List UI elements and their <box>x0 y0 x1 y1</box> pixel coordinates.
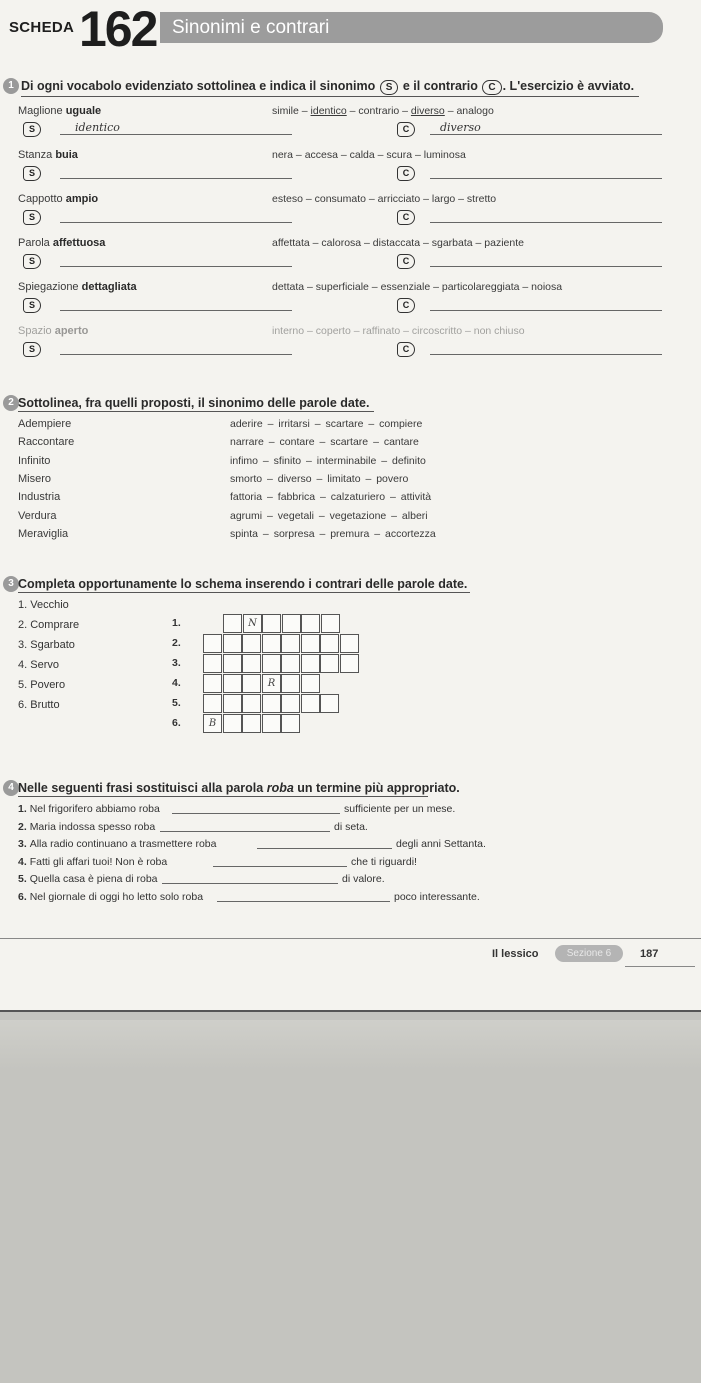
synonym-answer-line[interactable] <box>60 266 292 267</box>
synonym-options[interactable]: narrare – contare – scartare – cantare <box>230 436 419 448</box>
crossword-cell[interactable] <box>281 714 300 733</box>
synonym-answer-line[interactable] <box>60 310 292 311</box>
option-text: esteso – consumato – arricciato – largo – stretto <box>272 193 497 205</box>
sentence <box>18 891 203 903</box>
ex1-instr-part-c: . L'esercizio è avviato. <box>502 79 635 93</box>
exercise-4-number: 4 <box>3 780 19 796</box>
synonym-options[interactable]: agrumi – vegetali – vegetazione – alberi <box>230 510 428 522</box>
vocab-word <box>18 105 101 117</box>
crossword-cell[interactable]: R <box>262 674 281 693</box>
ex4-instr-part-a: Nelle seguenti frasi sostituisci alla parola <box>18 781 267 795</box>
sentence-answer-blank[interactable] <box>172 813 340 814</box>
crossword-cell[interactable] <box>281 634 300 653</box>
synonym-word: Verdura <box>18 510 57 522</box>
sentence-before: Nel frigorifero abbiamo roba <box>29 803 160 815</box>
sentence-before: Fatti gli affari tuoi! Non è roba <box>29 856 168 868</box>
synonym-answer-line[interactable] <box>60 222 292 223</box>
sentence-before: Alla radio continuano a trasmettere roba <box>29 838 217 850</box>
vocab-word <box>18 281 137 293</box>
antonym-badge: C <box>397 254 415 269</box>
clue-number: 3. <box>18 639 31 651</box>
sentence-before: Nel giornale di oggi ho letto solo roba <box>29 891 204 903</box>
page-edge <box>0 1010 701 1012</box>
antonym-badge: C <box>397 122 415 137</box>
antonym-badge: C <box>397 166 415 181</box>
exercise-1-instructions <box>21 79 634 95</box>
sentence-number: 1. <box>18 803 30 815</box>
crossword-cell[interactable] <box>262 654 281 673</box>
option-text: dettata – superficiale – essenziale – particolareggiata – noiosa <box>272 281 563 293</box>
footer-divider <box>0 938 701 939</box>
crossword-cell[interactable] <box>262 694 281 713</box>
clue-number: 4. <box>18 659 31 671</box>
exercise-3-number: 3 <box>3 576 19 592</box>
sentence-after: sufficiente per un mese. <box>344 803 456 815</box>
synonym-badge: S <box>23 122 41 137</box>
option-text: – contrario – <box>346 105 411 117</box>
synonym-word: Infinito <box>18 455 51 467</box>
antonym-answer-line[interactable] <box>430 178 662 179</box>
crossword-cell[interactable] <box>282 614 301 633</box>
crossword-cell[interactable] <box>262 634 281 653</box>
exercise-1-rule <box>21 96 639 97</box>
crossword-cell[interactable] <box>301 654 320 673</box>
synonym-word: Adempiere <box>18 418 72 430</box>
sentence-number: 6. <box>18 891 30 903</box>
synonym-badge: S <box>23 298 41 313</box>
clue-word: Povero <box>30 679 66 691</box>
synonym-badge: S <box>23 210 41 225</box>
crossword-clue <box>18 659 59 671</box>
sentence-after: che ti riguardi! <box>351 856 417 868</box>
vocab-options <box>272 281 562 293</box>
synonym-word: Meraviglia <box>18 528 69 540</box>
option-text: identico <box>310 105 347 117</box>
vocab-options <box>272 193 496 205</box>
crossword-cell[interactable] <box>301 634 320 653</box>
exercise-4-instructions <box>18 781 460 795</box>
vocab-options <box>272 325 525 337</box>
crossword-cell[interactable] <box>223 674 242 693</box>
antonym-badge: C <box>397 210 415 225</box>
synonym-answer-line[interactable] <box>60 134 292 135</box>
vocab-options <box>272 105 494 117</box>
exercise-4-rule <box>18 796 428 797</box>
ex1-instr-part-b: e il contrario <box>402 79 478 93</box>
ex4-instr-part-b: un termine più appropriato. <box>293 781 460 795</box>
crossword-cell[interactable] <box>281 694 300 713</box>
vocab-word-plain: Spiegazione <box>18 281 82 293</box>
option-text: diverso <box>410 105 445 117</box>
vocab-word <box>18 237 105 249</box>
crossword-cell[interactable]: N <box>243 614 262 633</box>
synonym-word: Misero <box>18 473 52 485</box>
crossword-cell[interactable] <box>320 654 339 673</box>
crossword-cell[interactable] <box>340 654 359 673</box>
antonym-badge: C <box>397 298 415 313</box>
antonym-badge: C <box>482 80 501 95</box>
sentence-answer-blank[interactable] <box>160 831 330 832</box>
crossword-cell[interactable]: B <box>203 714 222 733</box>
crossword-cell[interactable] <box>223 694 242 713</box>
footer-rule <box>625 966 695 967</box>
crossword-cell[interactable] <box>242 714 261 733</box>
crossword-cell[interactable] <box>262 614 281 633</box>
crossword-cell[interactable] <box>203 694 222 713</box>
synonym-badge: S <box>23 254 41 269</box>
vocab-word <box>18 325 88 337</box>
crossword-cell[interactable] <box>281 654 300 673</box>
vocab-word-highlighted: dettagliata <box>81 281 137 293</box>
exercise-2-rule <box>18 411 374 412</box>
antonym-answer-line[interactable] <box>430 222 662 223</box>
crossword-cell[interactable] <box>262 714 281 733</box>
vocab-word <box>18 149 78 161</box>
option-text: interno – coperto – raffinato – circoscritto – non chiuso <box>272 325 525 337</box>
clue-number: 5. <box>18 679 31 691</box>
vocab-word-highlighted: affettuosa <box>52 237 106 249</box>
crossword-cell[interactable] <box>320 694 339 713</box>
exercise-1-number: 1 <box>3 78 19 94</box>
sentence <box>18 838 216 850</box>
sentence-after: poco interessante. <box>394 891 480 903</box>
synonym-word: Raccontare <box>18 436 75 448</box>
sentence <box>18 856 167 868</box>
sentence-after: degli anni Settanta. <box>396 838 486 850</box>
vocab-word-highlighted: aperto <box>54 325 89 337</box>
synonym-answer-line[interactable] <box>60 354 292 355</box>
synonym-badge: S <box>23 342 41 357</box>
sentence-after: di seta. <box>334 821 368 833</box>
sentence-number: 4. <box>18 856 30 868</box>
vocab-word-plain: Spazio <box>18 325 55 337</box>
sentence-number: 5. <box>18 873 30 885</box>
vocab-options <box>272 149 466 161</box>
crossword-cell[interactable] <box>242 674 261 693</box>
crossword-cell[interactable] <box>223 714 242 733</box>
synonym-options[interactable]: smorto – diverso – limitato – povero <box>230 473 409 485</box>
synonym-options[interactable]: aderire – irritarsi – scartare – compiere <box>230 418 423 430</box>
antonym-answer[interactable]: diverso <box>440 121 481 134</box>
crossword-cell[interactable] <box>301 674 320 693</box>
sentence-before: Quella casa è piena di roba <box>29 873 158 885</box>
vocab-word <box>18 193 98 205</box>
vocab-word-plain: Cappotto <box>18 193 66 205</box>
crossword-cell[interactable] <box>242 634 261 653</box>
crossword-clue <box>18 699 60 711</box>
grid-row-number: 5. <box>172 697 181 709</box>
crossword-cell[interactable] <box>223 654 242 673</box>
sentence-number: 2. <box>18 821 30 833</box>
synonym-word: Industria <box>18 491 61 503</box>
synonym-options[interactable]: infimo – sfinito – interminabile – definito <box>230 455 426 467</box>
sentence-before: Maria indossa spesso roba <box>29 821 156 833</box>
clue-number: 2. <box>18 619 31 631</box>
crossword-cell[interactable] <box>320 634 339 653</box>
scheda-number: 162 <box>79 1 157 57</box>
vocab-word-highlighted: uguale <box>65 105 102 117</box>
sentence-number: 3. <box>18 838 30 850</box>
exercise-3-rule <box>18 592 470 593</box>
page-number: 187 <box>640 948 659 960</box>
vocab-word-highlighted: buia <box>55 149 78 161</box>
sentence <box>18 873 158 885</box>
antonym-answer-line[interactable] <box>430 354 662 355</box>
grid-row-number: 1. <box>172 617 181 629</box>
crossword-cell[interactable] <box>203 654 222 673</box>
background-shade <box>0 1020 701 1070</box>
exercise-2-number: 2 <box>3 395 19 411</box>
option-text: nera – accesa – calda – scura – luminosa <box>272 149 466 161</box>
option-text: affettata – calorosa – distaccata – sgarbata – paziente <box>272 237 524 249</box>
crossword-clue <box>18 679 65 691</box>
synonym-options[interactable]: fattoria – fabbrica – calzaturiero – attività <box>230 491 432 503</box>
crossword-cell[interactable] <box>223 634 242 653</box>
vocab-word-plain: Stanza <box>18 149 56 161</box>
crossword-cell[interactable] <box>203 634 222 653</box>
clue-word: Vecchio <box>30 599 69 611</box>
crossword-clue <box>18 599 69 611</box>
option-text: – analogo <box>444 105 494 117</box>
synonym-badge: S <box>380 80 399 95</box>
crossword-cell[interactable] <box>301 694 320 713</box>
crossword-cell[interactable] <box>340 634 359 653</box>
sentence <box>18 803 160 815</box>
vocab-word-plain: Maglione <box>18 105 66 117</box>
section-pill: Sezione 6 <box>555 945 623 962</box>
crossword-cell[interactable] <box>321 614 340 633</box>
synonym-answer[interactable]: identico <box>75 121 120 134</box>
exercise-2-instructions: Sottolinea, fra quelli proposti, il sinonimo delle parole date. <box>18 396 370 410</box>
antonym-badge: C <box>397 342 415 357</box>
antonym-answer-line[interactable] <box>430 310 662 311</box>
crossword-clue <box>18 639 75 651</box>
crossword-cell[interactable] <box>223 614 242 633</box>
grid-row-number: 3. <box>172 657 181 669</box>
crossword-cell[interactable] <box>301 614 320 633</box>
crossword-cell[interactable] <box>281 674 300 693</box>
clue-word: Comprare <box>30 619 80 631</box>
vocab-options <box>272 237 524 249</box>
clue-number: 6. <box>18 699 31 711</box>
crossword-cell[interactable] <box>242 654 261 673</box>
sentence-answer-blank[interactable] <box>162 883 338 884</box>
antonym-answer-line[interactable] <box>430 134 662 135</box>
footer-label: Il lessico <box>492 948 539 960</box>
sentence-answer-blank[interactable] <box>213 866 347 867</box>
page-title: Sinonimi e contrari <box>172 17 330 38</box>
ex4-instr-emphasis: roba <box>266 781 294 795</box>
grid-row-number: 6. <box>172 717 181 729</box>
sentence-answer-blank[interactable] <box>217 901 390 902</box>
crossword-clue <box>18 619 79 631</box>
synonym-answer-line[interactable] <box>60 178 292 179</box>
vocab-word-highlighted: ampio <box>65 193 99 205</box>
clue-word: Sgarbato <box>30 639 75 651</box>
synonym-badge: S <box>23 166 41 181</box>
exercise-3-instructions: Completa opportunamente lo schema inserendo i contrari delle parole date. <box>18 577 468 591</box>
crossword-cell[interactable] <box>242 694 261 713</box>
scheda-label: SCHEDA <box>9 19 75 36</box>
sentence-answer-blank[interactable] <box>257 848 392 849</box>
clue-word: Servo <box>30 659 59 671</box>
option-text: simile – <box>272 105 311 117</box>
sentence-after: di valore. <box>342 873 385 885</box>
grid-row-number: 2. <box>172 637 181 649</box>
grid-row-number: 4. <box>172 677 181 689</box>
vocab-word-plain: Parola <box>18 237 53 249</box>
sentence <box>18 821 155 833</box>
synonym-options[interactable]: spinta – sorpresa – premura – accortezza <box>230 528 436 540</box>
antonym-answer-line[interactable] <box>430 266 662 267</box>
ex1-instr-part-a: Di ogni vocabolo evidenziato sottolinea e indica il sinonimo <box>21 79 376 93</box>
clue-number: 1. <box>18 599 31 611</box>
clue-word: Brutto <box>30 699 60 711</box>
crossword-cell[interactable] <box>203 674 222 693</box>
